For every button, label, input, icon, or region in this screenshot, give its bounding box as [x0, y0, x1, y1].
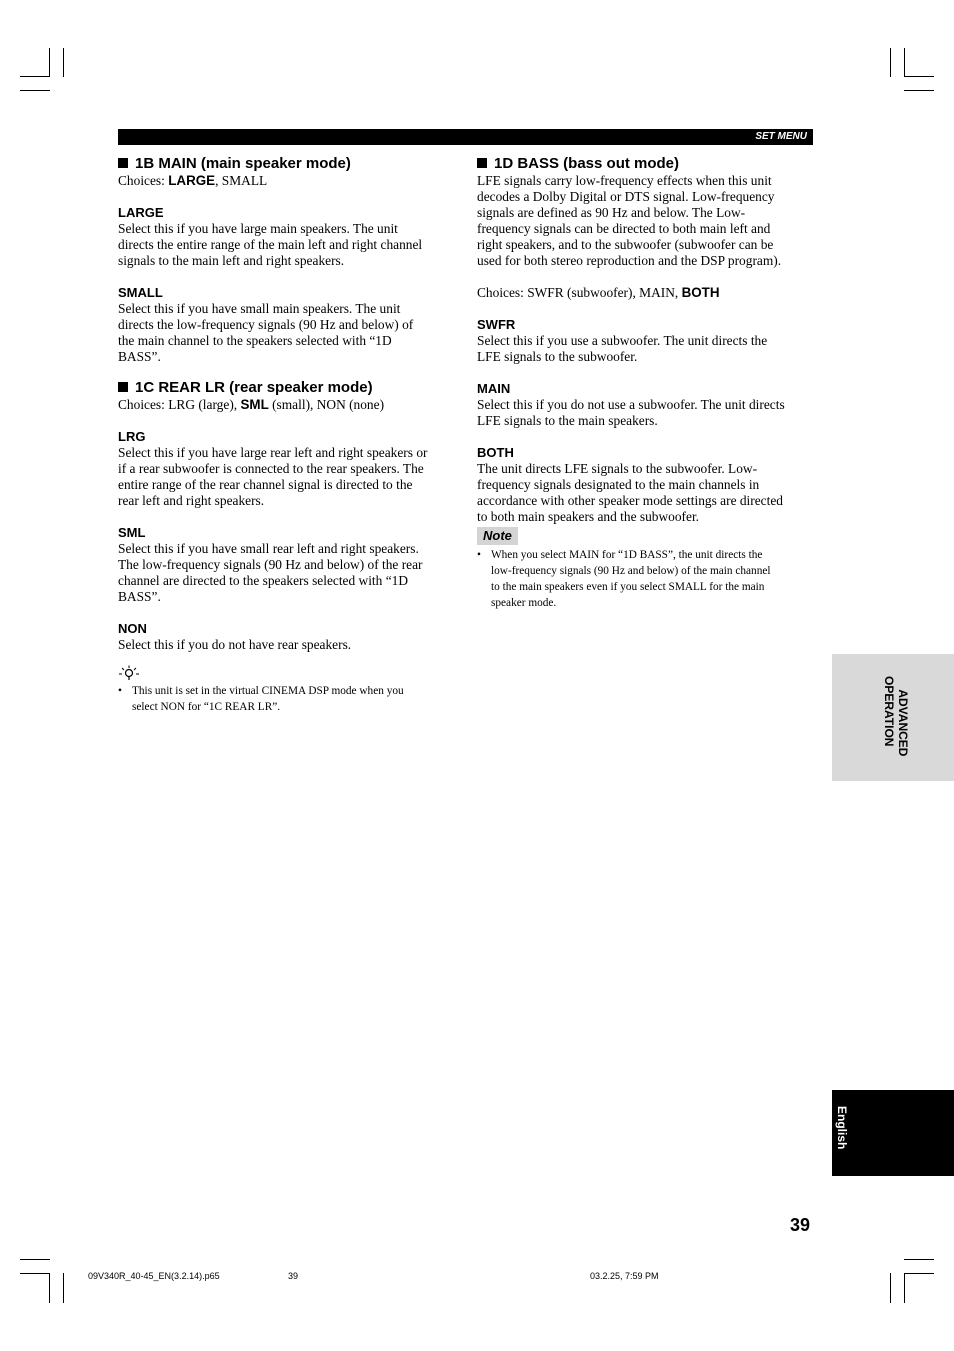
- square-bullet-icon: [118, 382, 128, 392]
- crop-mark: [20, 76, 50, 77]
- option-heading-main: MAIN: [477, 381, 511, 396]
- option-heading-large: LARGE: [118, 205, 164, 220]
- paragraph-line: signals are defined as 90 Hz and below. The Low-: [477, 205, 746, 220]
- section-header-bar: [118, 129, 813, 145]
- paragraph-line: frequency signals can be directed to both main left and: [477, 221, 771, 236]
- paragraph-line: LFE signals to the main speakers.: [477, 413, 658, 428]
- crop-mark: [20, 1273, 50, 1274]
- footer-timestamp: 03.2.25, 7:59 PM: [590, 1271, 659, 1281]
- language-label: English: [835, 1106, 849, 1150]
- paragraph-line: entire range of the rear channel signal is directed to the: [118, 477, 413, 492]
- crop-mark: [20, 1259, 50, 1260]
- section-heading-1d: 1D BASS (bass out mode): [477, 155, 817, 173]
- left-column: [118, 155, 458, 715]
- choices-1d: Choices: SWFR (subwoofer), MAIN, BOTH: [477, 285, 720, 300]
- paragraph-line: accordance with other speaker mode settings are directed: [477, 493, 783, 508]
- crop-mark: [904, 1273, 905, 1303]
- paragraph-line: Select this if you do not have rear speakers.: [118, 637, 352, 652]
- choices-1b: Choices: LARGE, SMALL: [118, 173, 268, 188]
- crop-mark: [49, 1273, 50, 1303]
- note-line: to the main speakers even if you select SMALL for the main: [491, 581, 765, 593]
- page-number: 39: [790, 1215, 811, 1235]
- paragraph-line: the main channel to the speakers selected with “1D: [118, 333, 392, 348]
- side-tab-label: ADVANCED OPERATION: [882, 676, 910, 757]
- right-column: [477, 155, 817, 611]
- section-header-title: SET MENU: [755, 131, 807, 142]
- paragraph-line: directs the entire range of the main left and right channel: [118, 237, 423, 252]
- paragraph-line: Select this if you have small rear left and right speakers.: [118, 541, 419, 556]
- paragraph-line: Select this if you have large rear left and right speakers or: [118, 445, 428, 460]
- paragraph-line: Select this if you do not use a subwoofer. The unit directs: [477, 397, 785, 412]
- option-heading-sml: SML: [118, 525, 146, 540]
- crop-mark: [904, 76, 934, 77]
- paragraph-line: Select this if you have small main speakers. The unit: [118, 301, 401, 316]
- paragraph-line: signals to the main left and right speakers.: [118, 253, 345, 268]
- option-heading-swfr: SWFR: [477, 317, 516, 332]
- option-heading-small: SMALL: [118, 285, 163, 300]
- section-heading-1c: 1C REAR LR (rear speaker mode): [118, 379, 458, 397]
- paragraph-line: LFE signals to the subwoofer.: [477, 349, 638, 364]
- note-item: • When you select MAIN for “1D BASS”, the unit directs the low-frequency signals (90 Hz and below) of the main channel to the main speakers even if you select SMALL for the main speaker mode.: [477, 549, 771, 609]
- paragraph-line: LFE signals carry low-frequency effects when this unit: [477, 173, 772, 188]
- square-bullet-icon: [118, 158, 128, 168]
- crop-mark: [904, 48, 905, 77]
- crop-mark: [890, 48, 891, 77]
- paragraph-line: channel are directed to the speakers selected with “1D: [118, 573, 408, 588]
- section-heading-1b: 1B MAIN (main speaker mode): [118, 155, 458, 173]
- paragraph-line: right speakers, and to the subwoofer (subwoofer can be: [477, 237, 774, 252]
- tip-line: select NON for “1C REAR LR”.: [132, 701, 281, 713]
- tip-item: • This unit is set in the virtual CINEMA DSP mode when you select NON for “1C REAR LR”.: [118, 685, 404, 713]
- paragraph-line: used for both stereo reproduction and the DSP program).: [477, 253, 782, 268]
- paragraph-line: Select this if you have large main speakers. The unit: [118, 221, 398, 236]
- square-bullet-icon: [477, 158, 487, 168]
- paragraph-line: decodes a Dolby Digital or DTS signal. Low-frequency: [477, 189, 775, 204]
- crop-mark: [49, 48, 50, 77]
- choices-1c: Choices: LRG (large), SML (small), NON (none): [118, 397, 385, 412]
- note-label: Note: [477, 527, 518, 545]
- paragraph-line: The low-frequency signals (90 Hz and below) of the rear: [118, 557, 423, 572]
- option-heading-non: NON: [118, 621, 147, 636]
- paragraph-line: BASS”.: [118, 589, 161, 604]
- paragraph-line: rear left and right speakers.: [118, 493, 265, 508]
- crop-mark: [904, 1273, 934, 1274]
- paragraph-line: BASS”.: [118, 349, 161, 364]
- crop-mark: [63, 1273, 64, 1303]
- footer-page: 39: [288, 1271, 299, 1281]
- note-line: low-frequency signals (90 Hz and below) of the main channel: [491, 565, 771, 577]
- paragraph-line: to both main speakers and the subwoofer.: [477, 509, 700, 524]
- note-line: When you select MAIN for “1D BASS”, the unit directs the: [491, 549, 763, 561]
- paragraph-line: frequency signals designated to the main channels in: [477, 477, 760, 492]
- paragraph-line: if a rear subwoofer is connected to the rear speakers. The: [118, 461, 424, 476]
- crop-mark: [904, 1259, 934, 1260]
- crop-mark: [20, 90, 50, 91]
- side-tab-advanced-operation: [832, 654, 954, 781]
- paragraph-line: Select this if you use a subwoofer. The unit directs the: [477, 333, 768, 348]
- option-heading-both: BOTH: [477, 445, 514, 460]
- paragraph-line: directs the low-frequency signals (90 Hz and below) of: [118, 317, 414, 332]
- crop-mark: [890, 1273, 891, 1303]
- footer-file: 09V340R_40-45_EN(3.2.14).p65: [88, 1271, 220, 1281]
- lightbulb-icon: [118, 665, 458, 683]
- tip-line: This unit is set in the virtual CINEMA DSP mode when you: [132, 685, 404, 697]
- crop-mark: [904, 90, 934, 91]
- paragraph-line: The unit directs LFE signals to the subwoofer. Low-: [477, 461, 758, 476]
- side-tab-language: [832, 1090, 954, 1176]
- note-line: speaker mode.: [491, 597, 557, 609]
- option-heading-lrg: LRG: [118, 429, 146, 444]
- crop-mark: [63, 48, 64, 77]
